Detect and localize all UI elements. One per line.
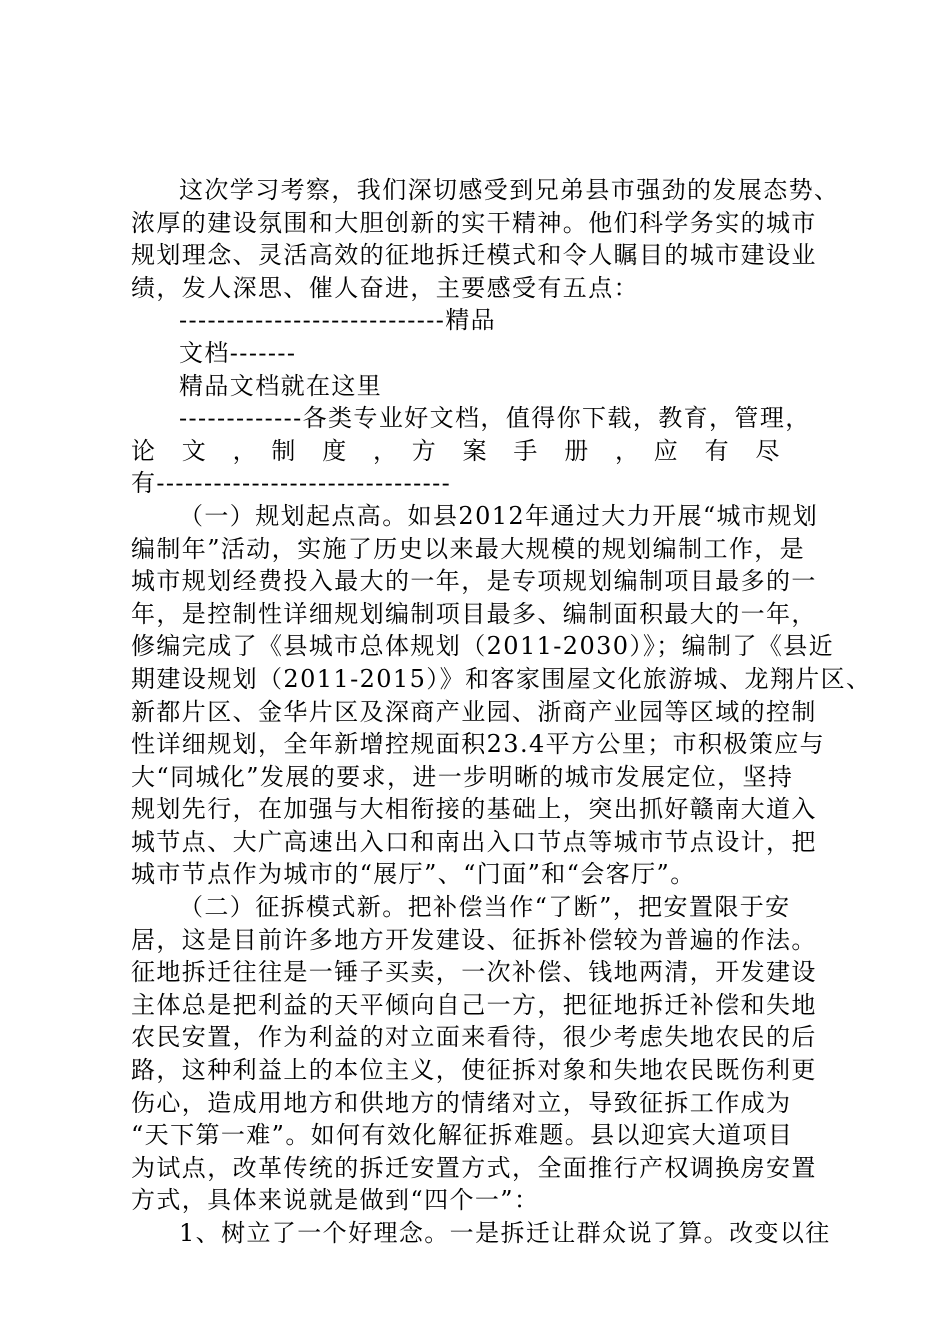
text-line: 有------------------------------- xyxy=(131,469,452,498)
text-line: 新都片区、金华片区及深商产业园、浙商产业园等区域的控制 xyxy=(131,697,817,726)
text-line: 路，这种利益上的本位主义，使征拆对象和失地农民既伤利更 xyxy=(131,1056,817,1085)
text-line: 文档------- xyxy=(179,338,297,367)
text-line: 规划理念、灵活高效的征地拆迁模式和令人瞩目的城市建设业 xyxy=(131,241,817,270)
text-line: 修编完成了《县城市总体规划（2011-2030）》；编制了《县近 xyxy=(131,632,835,661)
text-line: 征地拆迁往往是一锤子买卖，一次补偿、钱地两清，开发建设 xyxy=(131,958,817,987)
text-line: -------------各类专业好文档，值得你下载，教育，管理， xyxy=(179,404,811,433)
text-line: 绩，发人深思、催人奋进，主要感受有五点： xyxy=(131,273,639,302)
text-line: 编制年”活动，实施了历史以来最大规模的规划编制工作，是 xyxy=(131,534,806,563)
text-line: 性详细规划，全年新增控规面积23.4平方公里；市积极策应与 xyxy=(131,730,826,759)
text-line: 主体总是把利益的天平倾向自己一方，把征地拆迁补偿和失地 xyxy=(131,990,817,1019)
text-line: 期建设规划（2011-2015）》和客家围屋文化旅游城、龙翔片区、 xyxy=(131,664,872,693)
text-line: “天下第一难”。如何有效化解征拆难题。县以迎宾大道项目 xyxy=(131,1121,794,1150)
text-line: 农民安置，作为利益的对立面来看待，很少考虑失地农民的后 xyxy=(131,1023,817,1052)
text-line: 年，是控制性详细规划编制项目最多、编制面积最大的一年， xyxy=(131,599,817,628)
text-line: （二）征拆模式新。把补偿当作“了断”，把安置限于安 xyxy=(179,893,791,922)
text-line: 居，这是目前许多地方开发建设、征拆补偿较为普遍的作法。 xyxy=(131,925,817,954)
text-line: （一）规划起点高。如县2012年通过大力开展“城市规划 xyxy=(179,501,819,530)
text-line: 这次学习考察，我们深切感受到兄弟县市强劲的发展态势、 xyxy=(179,176,840,204)
text-line: 城市规划经费投入最大的一年，是专项规划编制项目最多的一 xyxy=(131,567,817,596)
text-line: 为试点，改革传统的拆迁安置方式，全面推行产权调换房安置 xyxy=(131,1153,817,1182)
text-line: 1、树立了一个好理念。一是拆迁让群众说了算。改变以往 xyxy=(179,1219,831,1247)
text-line: 规划先行，在加强与大相衔接的基础上，突出抓好赣南大道入 xyxy=(131,795,817,824)
text-line: 浓厚的建设氛围和大胆创新的实干精神。他们科学务实的城市 xyxy=(131,208,817,237)
text-line: 伤心，造成用地方和供地方的情绪对立，导致征拆工作成为 xyxy=(131,1088,792,1117)
text-line: 大“同城化”发展的要求，进一步明晰的城市发展定位，坚持 xyxy=(131,762,794,791)
text-line: 精品文档就在这里 xyxy=(179,371,383,400)
text-line: 方式，具体来说就是做到“四个一”： xyxy=(131,1186,540,1215)
text-line: 城市节点作为城市的“展厅”、“门面”和“会客厅”。 xyxy=(131,860,696,889)
text-line: ----------------------------精品 xyxy=(179,306,497,335)
text-line: 城节点、大广高速出入口和南出入口节点等城市节点设计，把 xyxy=(131,827,817,856)
text-line: 论 文 ， 制 度 ， 方 案 手 册 ， 应 有 尽 xyxy=(131,436,781,465)
document-body xyxy=(131,174,872,1250)
